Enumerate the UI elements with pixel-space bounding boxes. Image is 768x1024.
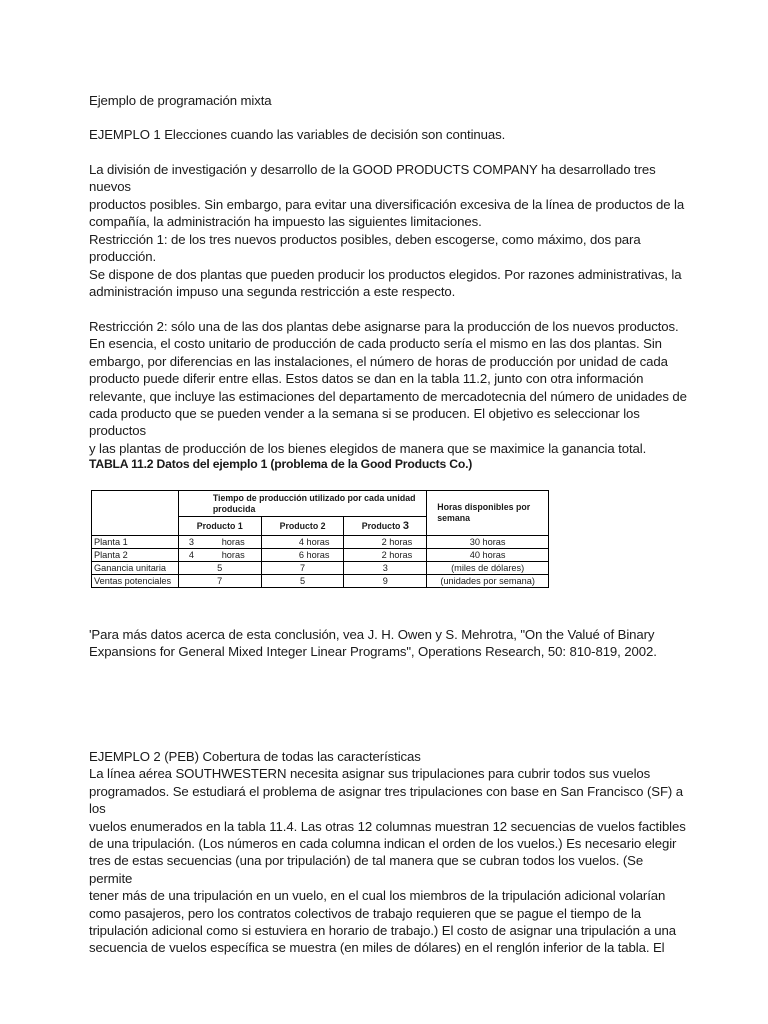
sales-product-3: 9 — [344, 575, 427, 588]
plant-2-product-1: 4 horas — [178, 549, 261, 562]
plant-2-product-2: 6 horas — [261, 549, 344, 562]
profit-product-3: 3 — [344, 562, 427, 575]
plant-2-label: Planta 2 — [92, 549, 179, 562]
sales-label: Ventas potenciales — [92, 575, 179, 588]
plant-2-product-3: 2 horas — [344, 549, 427, 562]
example-1-paragraph-2: Restricción 1: de los tres nuevos productos posibles, deben escogerse, como máximo, dos para producción. Se dispone de dos plantas que pueden producir los productos elegidos. Por razones administrativas, la administración impuso una segunda restricción a este respecto. — [89, 232, 682, 300]
profit-label: Ganancia unitaria — [92, 562, 179, 575]
hours-available-header: Horas disponibles por semana — [427, 491, 549, 536]
example-1-paragraph-3: Restricción 2: sólo una de las dos plantas debe asignarse para la producción de los nuevos productos. En esencia, el costo unitario de producción de cada producto sería el mismo en las dos plantas. Sin embargo, por diferencias en las instalaciones, el número de horas de producción por unidad de cada producto puede diferir entre ellas. Estos datos se dan en la tabla 11.2, junto con otra información relevante, que incluye las estimaciones del departamento de mercadotecnia del número de unidades de cada producto que se pueden vender a la semana si se producen. El objetivo es seleccionar los productos y las plantas de producción de los bienes elegidos de manera que se maximice la ganancia total. — [89, 319, 687, 456]
sales-note: (unidades por semana) — [427, 575, 549, 588]
table-corner-cell — [92, 491, 179, 536]
table-row-sales — [92, 575, 549, 588]
table-row-plant-1 — [92, 536, 549, 549]
example-1-paragraph-1: La división de investigación y desarrollo de la GOOD PRODUCTS COMPANY ha desarrollado tres nuevos productos posibles. Sin embargo, para evitar una diversificación excesiva de la línea de productos de la compañía, la administración ha impuesto las siguientes limitaciones. — [89, 162, 685, 230]
plant-1-product-2: 4 horas — [261, 536, 344, 549]
plant-1-product-1: 3 horas — [178, 536, 261, 549]
production-table — [91, 490, 549, 588]
plant-2-hours: 40 horas — [427, 549, 549, 562]
document-title: Ejemplo de programación mixta — [89, 93, 272, 108]
example-2: EJEMPLO 2 (PEB) Cobertura de todas las características La línea aérea SOUTHWESTERN necesita asignar sus tripulaciones para cubrir todos sus vuelos programados. Se estudiará el problema de asignar tres tripulaciones con base en San Francisco (SF) a los vuelos enumerados en la tabla 11.4. Las otras 12 columnas muestran 12 secuencias de vuelos factibles de una tripulación. (Los números en cada columna indican el orden de los vuelos.) Es necesario elegir tres de estas secuencias (una por tripulación) de tal manera que se cubran todos los vuelos. (Se permite tener más de una tripulación en un vuelo, en el cual los miembros de la tripulación adicional volarían como pasajeros, pero los contratos colectivos de trabajo requieren que se pague el tiempo de la tripulación adicional como si estuviera en horario de trabajo.) El costo de asignar una tripulación a una secuencia de vuelos específica se muestra (en miles de dólares) en el renglón inferior de la tabla. El — [89, 748, 689, 957]
profit-note: (miles de dólares) — [427, 562, 549, 575]
footnote: 'Para más datos acerca de esta conclusión, vea J. H. Owen y S. Mehrotra, "On the Valué of Binary Expansions for General Mixed Integer Linear Programs", Operations Research, 50: 810-819, 2002. — [89, 627, 657, 660]
table-title: TABLA 11.2 Datos del ejemplo 1 (problema de la Good Products Co.) — [89, 457, 473, 471]
example-1-heading: EJEMPLO 1 Elecciones cuando las variables de decisión son continuas. — [89, 127, 506, 142]
plant-1-hours: 30 horas — [427, 536, 549, 549]
product-2-header: Producto 2 — [261, 517, 344, 536]
table-header-row — [92, 491, 549, 517]
product-3-header: Producto 3 — [344, 517, 427, 536]
sales-product-1: 7 — [178, 575, 261, 588]
profit-product-2: 7 — [261, 562, 344, 575]
sales-product-2: 5 — [261, 575, 344, 588]
table-row-profit — [92, 562, 549, 575]
production-time-header: Tiempo de producción utilizado por cada unidad producida — [178, 491, 426, 517]
plant-1-product-3: 2 horas — [344, 536, 427, 549]
product-1-header: Producto 1 — [178, 517, 261, 536]
plant-1-label: Planta 1 — [92, 536, 179, 549]
table-row-plant-2 — [92, 549, 549, 562]
example-2-heading: EJEMPLO 2 (PEB) Cobertura de todas las características — [89, 749, 421, 764]
profit-product-1: 5 — [178, 562, 261, 575]
